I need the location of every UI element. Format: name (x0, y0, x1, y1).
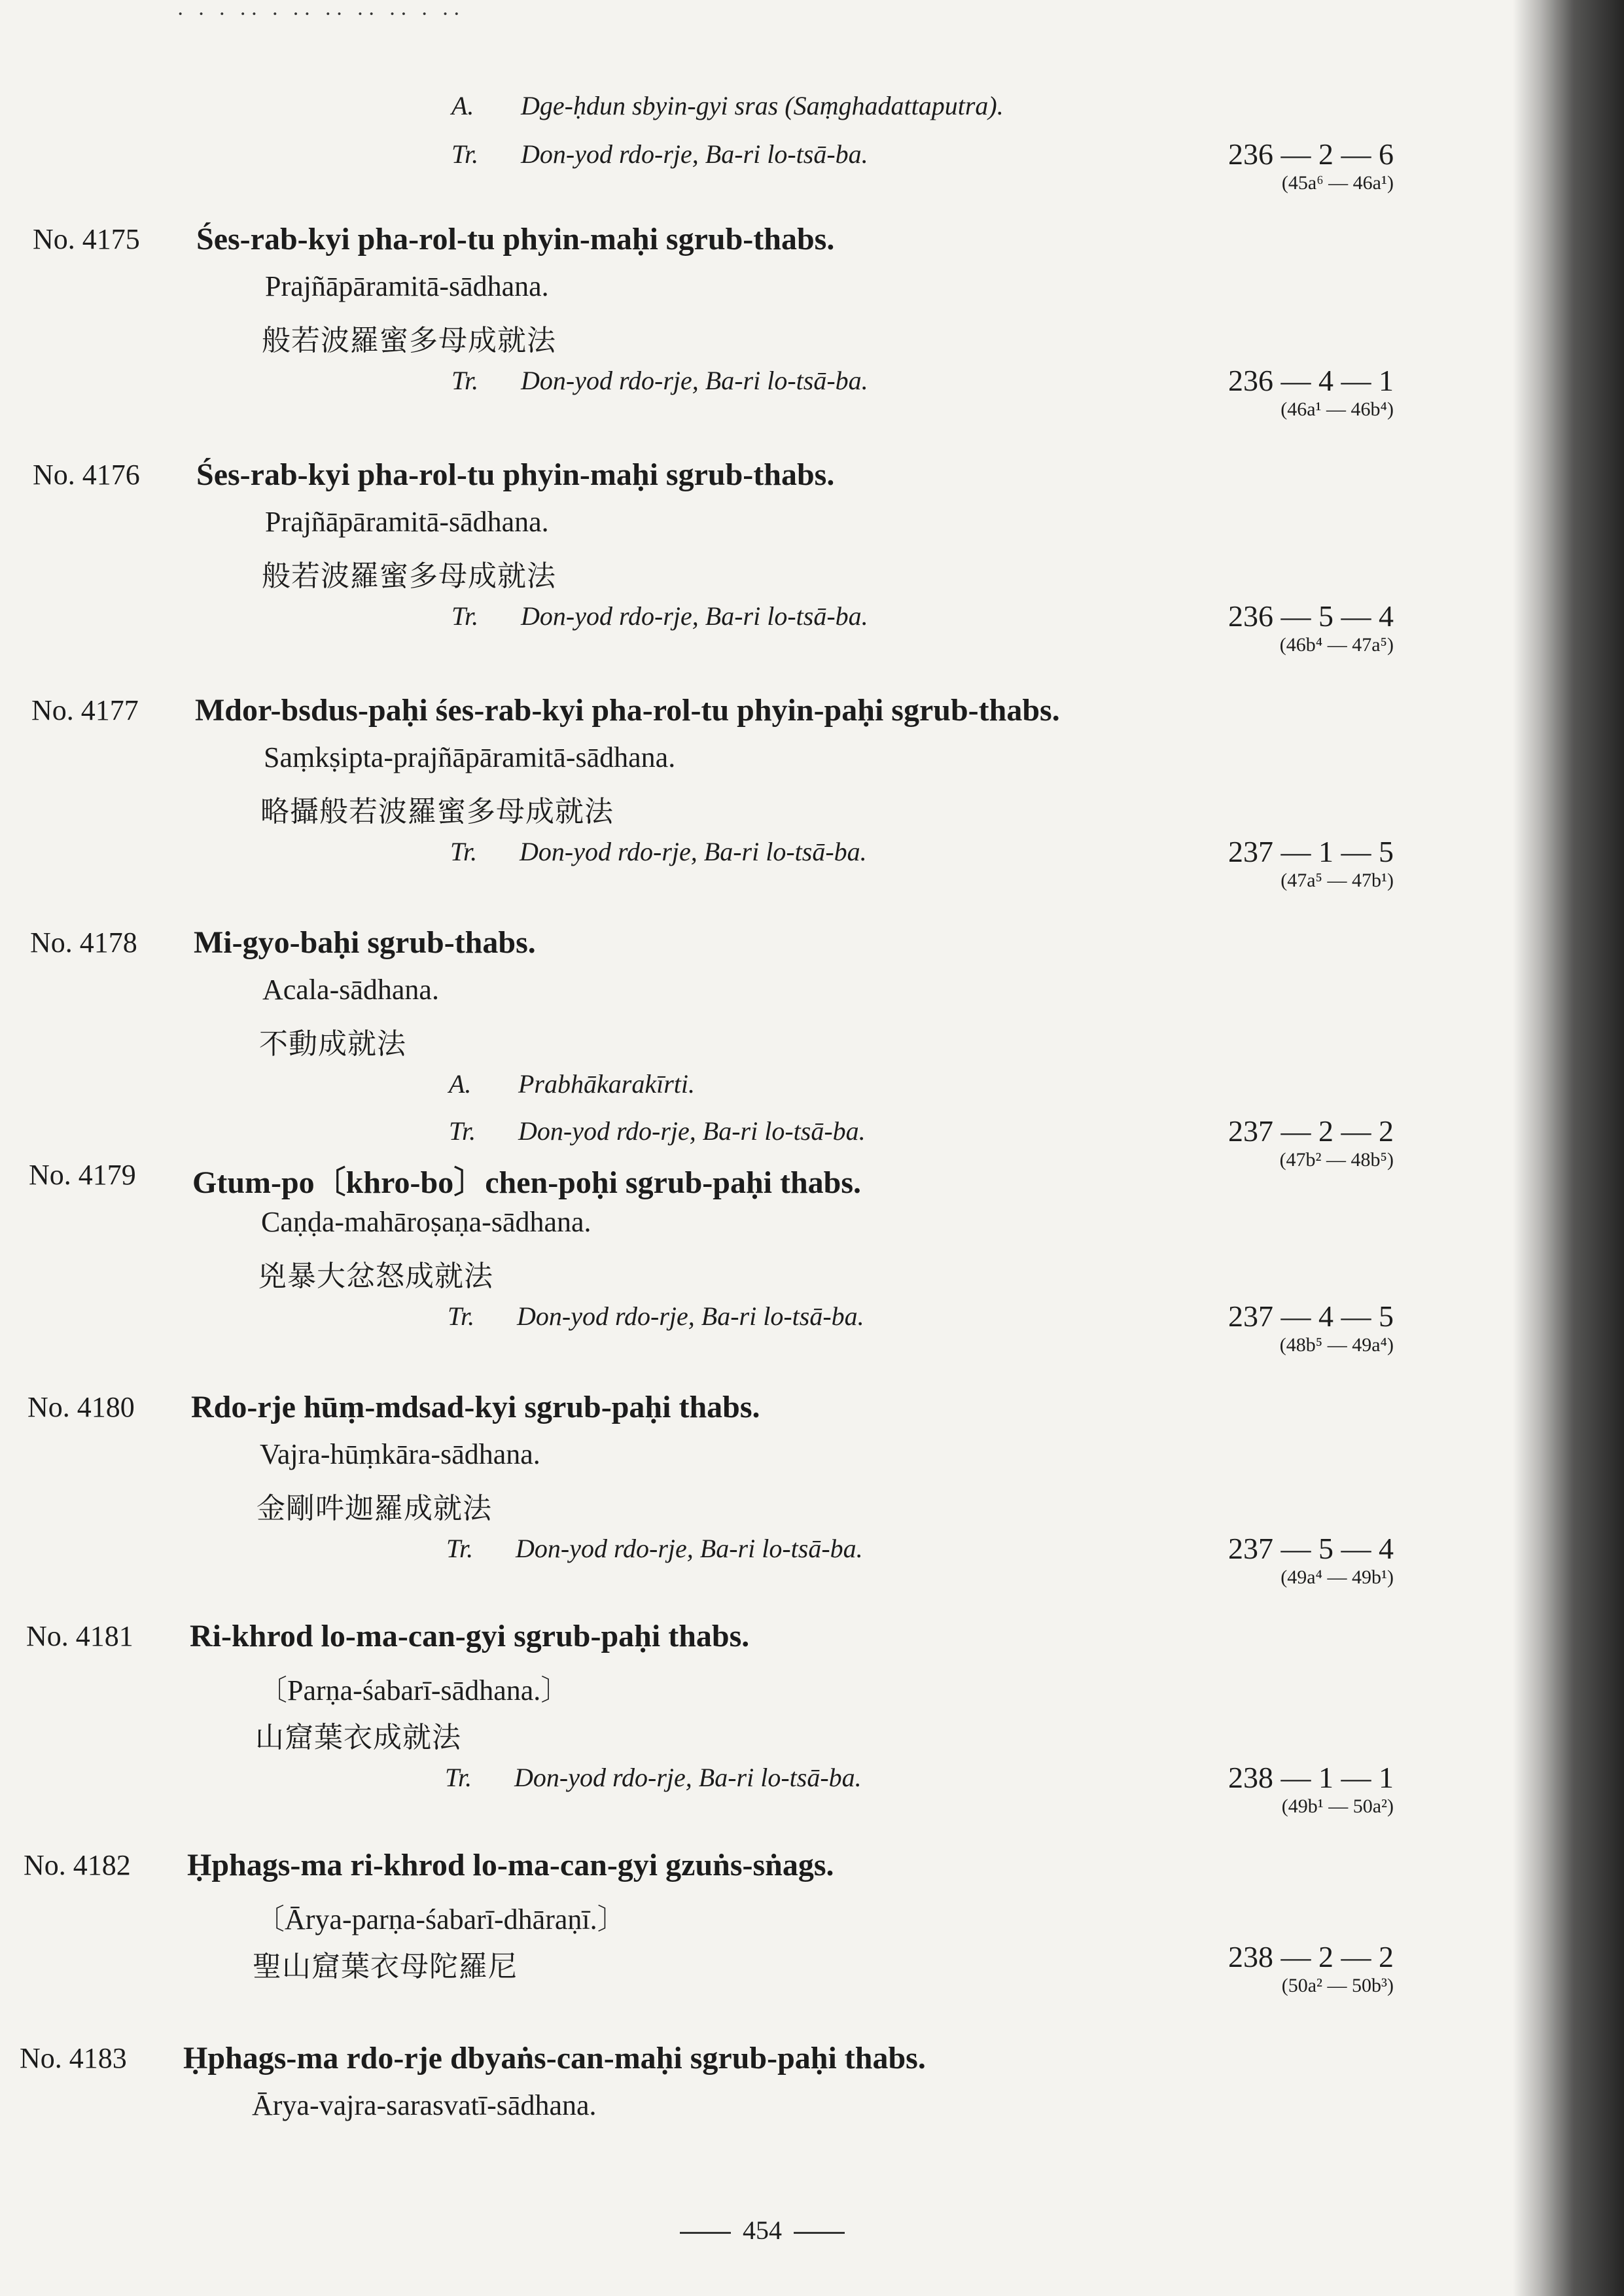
sanskrit-title: Prajñāpāramitā-sādhana. (265, 506, 549, 538)
chinese-title: 般若波羅蜜多母成就法 (262, 325, 556, 357)
credit-role: Tr. (451, 139, 479, 169)
ref-number: 237 — 1 — 5 (1228, 835, 1394, 868)
entry-number: No. 4175 (33, 223, 140, 255)
tibetan-title: Ri-khrod lo-ma-can-gyi sgrub-paḥi thabs. (190, 1619, 750, 1653)
ref-number: 238 — 2 — 2 (1228, 1940, 1394, 1973)
tibetan-title: Śes-rab-kyi pha-rol-tu phyin-maḥi sgrub-thabs. (196, 457, 835, 492)
sanskrit-title: Prajñāpāramitā-sādhana. (265, 270, 549, 302)
tibetan-title: Ḥphags-ma ri-khrod lo-ma-can-gyi gzuṅs-sṅags. (187, 1848, 834, 1882)
credit-role: Tr. (451, 601, 479, 631)
chinese-title: 兇暴大忿怒成就法 (258, 1260, 493, 1292)
page-footer (0, 2215, 1525, 2246)
sanskrit-title: Vajra-hūṃkāra-sādhana. (260, 1438, 540, 1470)
tibetan-title: Mi-gyo-baḥi sgrub-thabs. (194, 925, 536, 960)
volume-reference (1228, 1761, 1394, 1818)
entry-number: No. 4177 (31, 694, 139, 726)
credit-role: Tr. (448, 1301, 475, 1331)
ref-number: 236 — 2 — 6 (1228, 137, 1394, 171)
folio-range: (49b¹ — 50a²) (1281, 1795, 1394, 1817)
sanskrit-title: Saṃkṣipta-prajñāpāramitā-sādhana. (264, 741, 676, 773)
translator-credit (451, 601, 868, 631)
ref-number: 238 — 1 — 1 (1228, 1761, 1394, 1794)
translator-credit (448, 1301, 864, 1332)
credit-name: Don-yod rdo-rje, Ba-ri lo-tsā-ba. (521, 601, 868, 631)
ref-number: 237 — 5 — 4 (1228, 1532, 1394, 1565)
credit-name: Dge-ḥdun sbyin-gyi sras (Saṃghadattaputra). (521, 91, 1004, 120)
sanskrit-title: Caṇḍa-mahāroṣaṇa-sādhana. (261, 1206, 591, 1238)
volume-reference (1228, 1114, 1394, 1172)
credit-name: Don-yod rdo-rje, Ba-ri lo-tsā-ba. (517, 1301, 864, 1331)
tibetan-title: Rdo-rje hūṃ-mdsad-kyi sgrub-paḥi thabs. (191, 1390, 760, 1424)
credit-role: Tr. (449, 1116, 476, 1146)
credit-name: Don-yod rdo-rje, Ba-ri lo-tsā-ba. (516, 1534, 863, 1563)
translator-credit (451, 365, 868, 396)
tibetan-title: Gtum-po〔khro-bo〕chen-poḥi sgrub-paḥi thabs. (192, 1165, 862, 1200)
volume-reference (1228, 1299, 1394, 1357)
volume-reference (1228, 835, 1394, 892)
page-number: 454 (743, 2216, 782, 2245)
credit-role: Tr. (446, 1534, 474, 1563)
credit-name: Don-yod rdo-rje, Ba-ri lo-tsā-ba. (520, 837, 867, 866)
ref-number: 236 — 4 — 1 (1228, 364, 1394, 397)
sanskrit-title: 〔Ārya-parṇa-śabarī-dhāraṇī.〕 (256, 1903, 626, 1935)
credit-role: Tr. (445, 1763, 472, 1792)
volume-reference (1228, 1532, 1394, 1589)
credit-role: A. (451, 91, 474, 120)
ref-number: 236 — 5 — 4 (1228, 599, 1394, 633)
entry-number: No. 4178 (30, 927, 137, 959)
author-credit (449, 1069, 695, 1099)
chinese-title: 金剛吽迦羅成就法 (256, 1492, 492, 1525)
entry-number: No. 4182 (24, 1849, 131, 1881)
volume-reference (1228, 1940, 1394, 1998)
author-credit (451, 90, 1004, 121)
entry-number: No. 4181 (26, 1620, 133, 1652)
translator-credit (446, 1533, 863, 1564)
page-edge-shadow (1513, 0, 1624, 2296)
volume-reference (1228, 364, 1394, 421)
folio-range: (47b² — 48b⁵) (1279, 1149, 1394, 1171)
credit-name: Prabhākarakīrti. (518, 1069, 695, 1099)
ref-number: 237 — 4 — 5 (1228, 1299, 1394, 1333)
entry-number: No. 4180 (27, 1391, 135, 1423)
chinese-title: 略攝般若波羅蜜多母成就法 (260, 796, 614, 828)
tibetan-title: Ḥphags-ma rdo-rje dbyaṅs-can-maḥi sgrub-paḥi thabs. (183, 2041, 926, 2075)
credit-role: A. (449, 1069, 472, 1099)
tibetan-title: Śes-rab-kyi pha-rol-tu phyin-maḥi sgrub-thabs. (196, 222, 835, 256)
credit-role: Tr. (450, 837, 478, 866)
cut-off-header: · · · ·· · ·· ·· ·· ·· · ·· (177, 5, 465, 24)
credit-name: Don-yod rdo-rje, Ba-ri lo-tsā-ba. (521, 366, 868, 395)
sanskrit-title: Ārya-vajra-sarasvatī-sādhana. (252, 2089, 597, 2121)
translator-credit (451, 139, 868, 169)
chinese-title: 不動成就法 (259, 1028, 406, 1060)
entry-number: No. 4179 (29, 1159, 136, 1191)
folio-range: (50a² — 50b³) (1281, 1975, 1394, 1996)
footer-rule-right (794, 2232, 845, 2234)
folio-range: (46a¹ — 46b⁴) (1280, 398, 1394, 420)
ref-number: 237 — 2 — 2 (1228, 1114, 1394, 1148)
credit-role: Tr. (451, 366, 479, 395)
chinese-title: 般若波羅蜜多母成就法 (262, 560, 556, 592)
volume-reference (1228, 137, 1394, 195)
folio-range: (47a⁵ — 47b¹) (1280, 870, 1394, 891)
translator-credit (445, 1762, 862, 1793)
translator-credit (449, 1116, 866, 1146)
translator-credit (450, 836, 867, 867)
folio-range: (48b⁵ — 49a⁴) (1279, 1334, 1394, 1356)
entry-number: No. 4183 (20, 2042, 127, 2074)
sanskrit-title: Acala-sādhana. (262, 974, 439, 1006)
folio-range: (45a⁶ — 46a¹) (1281, 172, 1394, 194)
sanskrit-title: 〔Parṇa-śabarī-sādhana.〕 (258, 1674, 570, 1706)
chinese-title: 聖山窟葉衣母陀羅尼 (253, 1951, 518, 1983)
credit-name: Don-yod rdo-rje, Ba-ri lo-tsā-ba. (518, 1116, 866, 1146)
credit-name: Don-yod rdo-rje, Ba-ri lo-tsā-ba. (514, 1763, 862, 1792)
credit-name: Don-yod rdo-rje, Ba-ri lo-tsā-ba. (521, 139, 868, 169)
tibetan-title: Mdor-bsdus-paḥi śes-rab-kyi pha-rol-tu phyin-paḥi sgrub-thabs. (195, 693, 1060, 728)
folio-range: (49a⁴ — 49b¹) (1280, 1566, 1394, 1588)
volume-reference (1228, 599, 1394, 657)
folio-range: (46b⁴ — 47a⁵) (1279, 634, 1394, 656)
entry-number: No. 4176 (33, 459, 140, 491)
chinese-title: 山窟葉衣成就法 (255, 1722, 461, 1754)
footer-rule-left (680, 2232, 731, 2234)
